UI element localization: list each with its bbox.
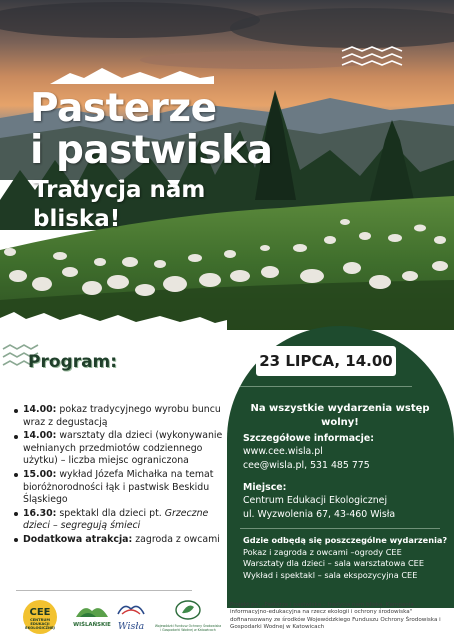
item-time: 16.30:	[23, 507, 57, 519]
place-address: ul. Wyzwolenia 67, 43-460 Wisła	[243, 508, 396, 520]
event-date: 23 LIPCA, 14.00	[256, 346, 396, 376]
project-funding-note: Projekt pn. „Pasterze i pastwiska – tradycja nam bliska. Kampania informacyjno-edukacyjna na rzecz ekologii i ochrony środowiska" dofinansowany ze środków Wojewódzkiego Funduszu Ochrony Środowiska i Gospodarki Wodnej w Katowicach	[230, 602, 441, 631]
wisla-crest-icon	[116, 600, 146, 616]
list-item	[14, 430, 230, 468]
title-line-1: Pasterze	[30, 86, 217, 131]
place-name: Centrum Edukacji Ekologicznej	[243, 495, 388, 507]
hills-icon	[76, 601, 108, 617]
list-item	[14, 534, 230, 547]
location-item: Wykład i spektakl – sala ekspozycyjna CEE	[243, 569, 418, 580]
location-item: Pokaz i zagroda z owcami –ogrody CEE	[243, 546, 402, 557]
mountain-peaks-icon	[50, 66, 214, 84]
cee-logo-sub: EDUKACJI	[30, 622, 50, 626]
wfos-logo-text: Wojewódzki Fundusz Ochrony Środowiska i Gospodarki Wodnej w Katowicach	[154, 624, 222, 632]
footer-divider	[16, 590, 192, 591]
wislanskie-logo-text: WIŚLAŃSKIE	[73, 622, 111, 628]
program-heading: Program:	[28, 352, 118, 372]
details-block	[243, 432, 448, 472]
list-item	[14, 404, 230, 429]
list-item	[14, 508, 230, 533]
website-link[interactable]: www.cee.wisla.pl	[243, 446, 323, 458]
cee-logo	[23, 600, 57, 634]
item-text: zagroda z owcami	[132, 533, 220, 545]
item-text: wykład Józefa Michałka na temat bioróżnorodności łąk i pastwisk Beskidu Śląskiego	[23, 468, 214, 506]
cee-logo-text: CEE	[29, 607, 51, 618]
divider	[240, 528, 440, 529]
item-time: 14.00:	[23, 404, 57, 415]
place-label: Miejsce:	[243, 482, 287, 493]
zigzag-decoration-icon	[340, 46, 404, 68]
title-line-2: i pastwiska	[30, 128, 273, 173]
wislanskie-logo	[72, 601, 112, 631]
item-text: pokaz tradycyjnego wyrobu buncu wraz z degustacją	[23, 404, 221, 428]
location-item: Warsztaty dla dzieci – sala warsztatowa CEE	[243, 558, 425, 569]
place-block	[243, 481, 448, 521]
free-entry-note: Na wszystkie wydarzenia wstęp wolny!	[250, 403, 430, 428]
item-time: Dodatkowa atrakcja:	[23, 533, 133, 545]
item-italic-title: Grzeczne dzieci – segregują śmieci	[23, 507, 209, 532]
leaf-emblem-icon	[174, 600, 202, 620]
cee-logo-sub: EKOLOGICZNEJ	[25, 626, 55, 630]
program-list	[14, 404, 230, 548]
item-time: 14.00:	[23, 430, 57, 442]
item-text: warsztaty dla dzieci (wykonywanie wełnianych przedmiotów codziennego użytku) – liczba miejsc ograniczona	[23, 430, 223, 467]
details-label: Szczegółowe informacje:	[243, 433, 374, 444]
wisla-logo	[114, 600, 148, 632]
locations-label: Gdzie odbędą się poszczególne wydarzenia?	[243, 535, 448, 545]
wisla-logo-text: Wisła	[117, 621, 145, 632]
wfos-logo	[154, 600, 222, 636]
contact-info[interactable]: cee@wisla.pl, 531 485 775	[243, 459, 370, 471]
divider	[240, 386, 412, 387]
locations-block	[243, 535, 448, 581]
list-item	[14, 469, 230, 507]
item-time: 15.00:	[23, 468, 57, 480]
cee-logo-sub: CENTRUM	[30, 618, 50, 622]
subtitle: Tradycja nam bliska!	[33, 177, 206, 232]
item-text: spektakl dla dzieci pt.	[56, 507, 165, 519]
